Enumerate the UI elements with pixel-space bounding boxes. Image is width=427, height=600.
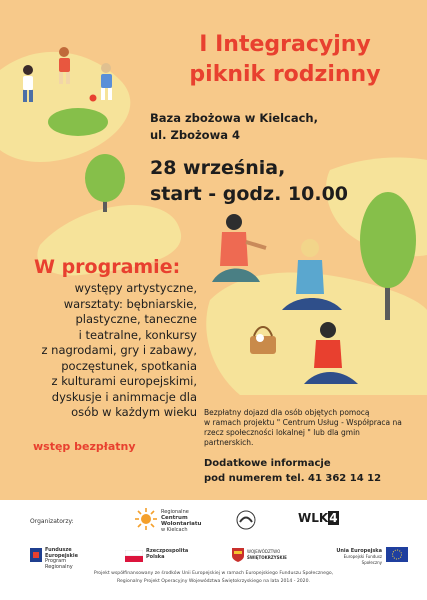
wlk4-logo bbox=[298, 511, 339, 525]
wolontariat-line-1: Regionalne bbox=[161, 509, 189, 515]
fundusze-europejskie-logo bbox=[30, 546, 90, 570]
date-line-1: 28 września, bbox=[150, 157, 286, 179]
big-tree-crown bbox=[360, 192, 416, 288]
polish-flag-icon bbox=[125, 550, 143, 562]
fundusze-line-3: Program Regionalny bbox=[45, 558, 73, 570]
program-line: poczęstunek, spotkania bbox=[61, 358, 197, 373]
rzeczpospolita-logo bbox=[125, 546, 195, 566]
emblem-logo bbox=[236, 510, 256, 530]
date-line-2: start - godz. 10.00 bbox=[150, 183, 349, 205]
transport-line: Bezpłatny dojazd dla osób objętych pomocą bbox=[204, 408, 370, 417]
footer-line-2: Regionalny Projekt Operacyjny Województwa Świętokrzyskiego na lata 2014 - 2020. bbox=[117, 579, 310, 584]
transport-note bbox=[204, 408, 416, 448]
contact-info bbox=[204, 456, 381, 486]
program-line: warsztaty: bębniarskie, bbox=[63, 296, 197, 311]
program-line: dyskusje i animmacje dla bbox=[51, 389, 197, 404]
ue-line-2: Europejski Fundusz Społeczny bbox=[343, 554, 382, 565]
wlk-number: 4 bbox=[329, 511, 338, 525]
small-tree-crown bbox=[85, 154, 125, 202]
info-line-1: Dodatkowe informacje bbox=[204, 458, 331, 469]
wolontariat-line-3: w Kielcach bbox=[161, 527, 188, 533]
coat-of-arms-icon bbox=[232, 548, 244, 562]
program-line: występy artystyczne, bbox=[74, 281, 197, 295]
program-line: i teatralne, konkursy bbox=[78, 327, 197, 342]
sponsors-strip bbox=[0, 500, 427, 600]
venue-line-1: Baza zbożowa w Kielcach, bbox=[150, 111, 318, 125]
transport-line: w ramach projektu " Centrum Usług - Współpraca na bbox=[204, 418, 402, 427]
rp-line-2: Polska bbox=[146, 554, 165, 560]
funding-footer bbox=[10, 570, 417, 586]
organizers-label: Organizatorzy: bbox=[30, 518, 74, 525]
program-line: plastyczne, taneczne bbox=[75, 312, 197, 326]
sun-icon bbox=[135, 508, 157, 530]
venue-line-2: ul. Zbożowa 4 bbox=[150, 128, 240, 142]
venue bbox=[150, 110, 318, 144]
program-heading: W programie: bbox=[34, 256, 181, 278]
program-line: z kulturami europejskimi, bbox=[51, 374, 197, 388]
ue-line-1: Unia Europejska bbox=[336, 548, 382, 554]
swk-line-1: WOJEWÓDZTWO bbox=[247, 549, 281, 554]
wolontariat-logo bbox=[135, 506, 225, 532]
program-line: z nagrodami, gry i zabawy, bbox=[41, 343, 197, 357]
picnic-man bbox=[212, 214, 266, 282]
swk-line-2: ŚWIĘTOKRZYSKIE bbox=[247, 554, 287, 560]
fundusze-line-1: Fundusze bbox=[45, 547, 72, 553]
eu-flag-icon bbox=[386, 547, 408, 562]
transport-line: partnerskich. bbox=[204, 438, 254, 447]
event-title bbox=[150, 30, 420, 90]
swietokrzyskie-logo bbox=[232, 546, 302, 566]
event-date bbox=[150, 155, 348, 207]
program-list bbox=[22, 281, 197, 421]
rp-line-1: Rzeczpospolita bbox=[146, 548, 189, 554]
unia-europejska-logo bbox=[330, 546, 420, 566]
title-line-1: I Integracyjny bbox=[199, 32, 371, 57]
fe-icon bbox=[30, 548, 42, 562]
ball bbox=[90, 95, 97, 102]
wolontariat-line-2: Centrum Wolontariatu bbox=[161, 515, 202, 527]
title-line-2: piknik rodzinny bbox=[189, 62, 381, 87]
wlk-text: WLK bbox=[298, 511, 329, 525]
bush bbox=[48, 108, 108, 136]
info-line-2: pod numerem tel. 41 362 14 12 bbox=[204, 473, 382, 484]
fundusze-line-2: Europejskie bbox=[45, 552, 78, 559]
free-entry-note: wstęp bezpłatny bbox=[33, 440, 136, 453]
transport-line: rzecz społeczności lokalnej " lub dla gmin bbox=[204, 428, 360, 437]
program-line: osób w każdym wieku bbox=[71, 405, 197, 419]
footer-line-1: Projekt współfinansowany ze środków Unii Europejskiej w ramach Europejskiego Funduszu Społecznego, bbox=[93, 571, 334, 576]
